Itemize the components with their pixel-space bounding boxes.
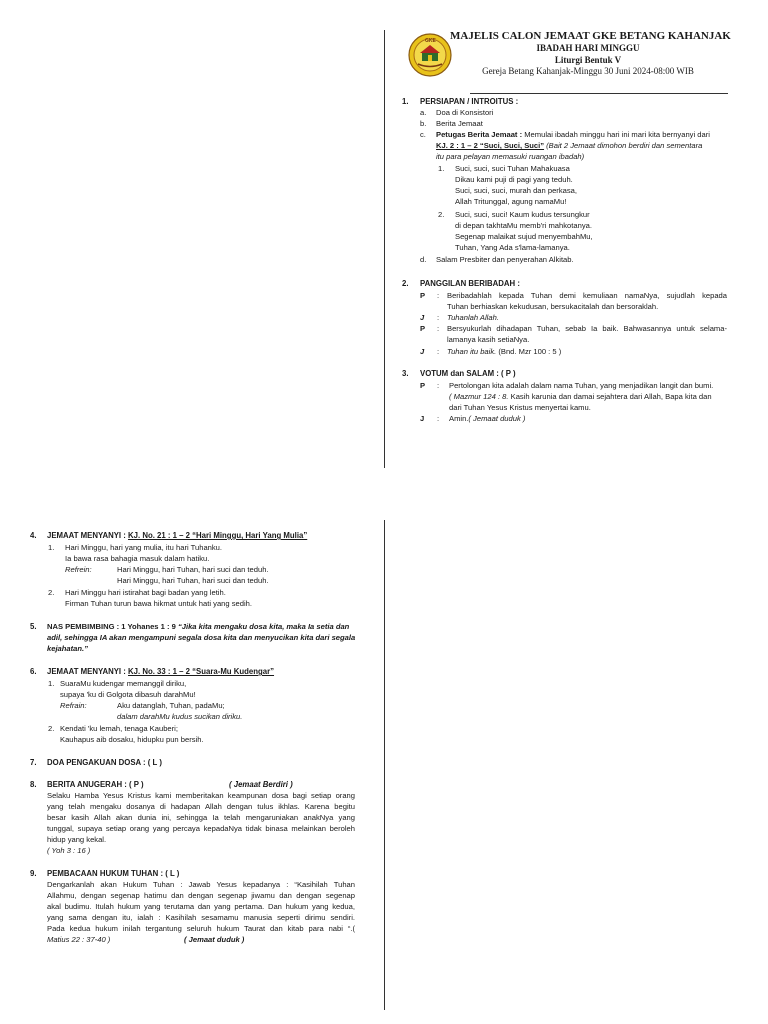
speaker-tag: J — [420, 414, 425, 423]
response-text: lamanya kasih setiaNya. — [447, 335, 530, 344]
response-text — [449, 392, 712, 403]
item-text: Salam Presbiter dan penyerahan Alkitab. — [436, 255, 574, 264]
response-text: Beribadahlah kepada Tuhan demi kemuliaan namaNya, sujudlah kepada — [447, 291, 727, 300]
section-number: 4. — [30, 531, 37, 540]
paragraph-line: akal budimu. Itulah hukum yang terutama dan yang pertama. Dan hukum yang kedua, — [47, 902, 355, 911]
section-title: PEMBACAAN HUKUM TUHAN : ( L ) — [47, 869, 180, 878]
song-reference: KJ. 2 : 1 – 2 “Suci, Suci, Suci” — [436, 141, 545, 150]
section-number: 5. — [30, 622, 37, 631]
paragraph-line: Allahmu, dengan segenap hatimu dan dengan segenap jiwamu dan dengan segenap — [47, 891, 355, 900]
bible-reference: (Bnd. Mzr 100 : 5 ) — [496, 347, 562, 356]
response-text: Tuhanlah Allah. — [447, 313, 499, 322]
refrain-line: Aku datanglah, Tuhan, padaMu; — [117, 701, 225, 710]
speaker-tag: P — [420, 291, 426, 300]
response-text: Tuhan berhiaskan kekudusan, bersukacitalah dan bersoraklah. — [447, 302, 659, 311]
section-title: DOA PENGAKUAN DOSA : ( L ) — [47, 758, 162, 767]
bible-reference: Matius 22 : 37-40 ) — [47, 935, 111, 944]
place-time: Gereja Betang Kahanjak-Minggu 30 Juni 2024-08:00 WIB — [482, 66, 694, 76]
verse-number: 1. — [48, 543, 55, 552]
congregation-note: ( Jemaat duduk ) — [468, 414, 526, 423]
response-text — [449, 414, 525, 425]
item-text: Doa di Konsistori — [436, 108, 494, 117]
section-title — [47, 622, 349, 633]
title-text: NAS PEMBIMBING : 1 Yohanes 1 : 9 — [47, 622, 178, 631]
paragraph-line: yang sama dengan itu, ialah : Kasihilah sesamamu manusia seperti dirimu sendiri. — [47, 913, 355, 922]
section-title: BERITA ANUGERAH : ( P ) — [47, 780, 144, 789]
paragraph-line: tunggal, supaya setiap orang yang percaya kepadaNya tidak binasa melainkan beroleh — [47, 824, 355, 833]
response-main: Tuhan itu baik. — [447, 347, 497, 356]
paragraph-line: Dengarkanlah akan Hukum Tuhan : Jawab Yesus kepadanya : “Kasihilah Tuhan — [47, 880, 355, 889]
verse-line: Segenap malaikat sujud menyembahMu, — [455, 232, 593, 241]
section-number: 2. — [402, 279, 409, 288]
colon: : — [437, 414, 440, 423]
section-title — [47, 531, 307, 540]
response-text: Bersyukurlah dihadapan Tuhan, sebab Ia baik. Bahwasannya untuk selama- — [447, 324, 727, 333]
paragraph-line: Selaku Hamba Yesus Kristus kami memberitakan keampunan dosa bagi setiap orang — [47, 791, 355, 800]
paragraph-line: yang telah mengaku dosanya di hadapan Allah dengan tulus ikhlas. Karena begitu — [47, 802, 355, 811]
item-marker: c. — [420, 130, 426, 139]
section-number: 6. — [30, 667, 37, 676]
officer-text: Memulai ibadah minggu hari ini mari kita bernyanyi dari — [522, 130, 710, 139]
column-divider-bottom — [384, 520, 385, 1010]
response-main: Kasih karunia dan damai sejahtera dari Allah, Bapa kita dan — [508, 392, 712, 401]
colon: : — [437, 381, 440, 390]
scripture-line: kejahatan.” — [47, 644, 88, 653]
section-number: 8. — [30, 780, 37, 789]
item-text — [436, 141, 702, 152]
title-text: JEMAAT MENYANYI : — [47, 667, 129, 676]
scripture-line: adil, sehingga IA akan mengampuni segala dosa kita dan menyucikan kita dari segala — [47, 633, 356, 642]
song-note: itu para pelayan memasuki ruangan ibadah) — [436, 152, 585, 161]
scripture-line: “Jika kita mengaku dosa kita, maka Ia setia dan — [177, 622, 350, 631]
song-reference: KJ. No. 21 : 1 – 2 “Hari Minggu, Hari Yang Mulia” — [128, 531, 308, 540]
congregation-note: ( Jemaat Berdiri ) — [229, 780, 293, 789]
service-title: IBADAH HARI MINGGU — [536, 43, 640, 53]
verse-line: Firman Tuhan turun bawa hikmat untuk hati yang sedih. — [65, 599, 252, 608]
logo-text: GKE — [425, 38, 436, 44]
verse-line: Hari Minggu hari istirahat bagi badan yang letih. — [65, 588, 226, 597]
speaker-tag: J — [420, 313, 425, 322]
section-number: 9. — [30, 869, 37, 878]
response-text — [447, 347, 561, 358]
item-marker: a. — [420, 108, 427, 117]
verse-line: Allah Tritunggal, agung namaMu! — [455, 197, 567, 206]
verse-line: Suci, suci, suci! Kaum kudus tersungkur — [455, 210, 590, 219]
speaker-tag: P — [420, 324, 426, 333]
section-number: 3. — [402, 369, 409, 378]
church-logo — [408, 33, 452, 77]
paragraph-line: besar kasih Allah akan dunia ini, sehingga Ia telah mengaruniakan anakNya yang — [47, 813, 355, 822]
verse-number: 2. — [48, 724, 55, 733]
song-reference: KJ. No. 33 : 1 – 2 “Suara-Mu Kudengar” — [128, 667, 275, 676]
bible-reference: ( Mazmur 124 : 8. — [449, 392, 509, 401]
verse-line: Kauhapus aib dosaku, hidupku pun bersih. — [60, 735, 204, 744]
refrain-line: Hari Minggu, hari Tuhan, hari suci dan teduh. — [117, 576, 269, 585]
item-text: Berita Jemaat — [436, 119, 483, 128]
refrain-label: Refrein: — [65, 565, 92, 574]
verse-line: Suci, suci, suci, murah dan perkasa, — [455, 186, 577, 195]
section-title — [47, 667, 274, 676]
colon: : — [437, 324, 440, 333]
section-number: 1. — [402, 97, 409, 106]
song-note: (Bait 2 Jemaat dimohon berdiri dan sementara — [544, 141, 703, 150]
verse-line: SuaraMu kudengar memanggil diriku, — [60, 679, 187, 688]
speaker-tag: P — [420, 381, 426, 390]
verse-line: Hari Minggu, hari yang mulia, itu hari Tuhanku. — [65, 543, 223, 552]
verse-number: 1. — [48, 679, 55, 688]
item-marker: b. — [420, 119, 427, 128]
item-marker: d. — [420, 255, 427, 264]
verse-line: Tuhan, Yang Ada s'lama-lamanya. — [455, 243, 570, 252]
section-title: PERSIAPAN / INTROITUS : — [420, 97, 519, 106]
officer-label: Petugas Berita Jemaat : — [436, 130, 523, 139]
verse-number: 2. — [48, 588, 55, 597]
section-title: VOTUM dan SALAM : ( P ) — [420, 369, 516, 378]
colon: : — [437, 347, 440, 356]
header-rule — [470, 93, 728, 94]
verse-line: Dikau kami puji di pagi yang teduh. — [455, 175, 573, 184]
verse-line: supaya 'ku di Golgota dibasuh darahMu! — [60, 690, 196, 699]
verse-line: di depan takhtaMu memb'ri mahkotanya. — [455, 221, 592, 230]
colon: : — [437, 313, 440, 322]
verse-number: 2. — [438, 210, 445, 219]
column-divider-top — [384, 30, 385, 468]
item-text — [436, 130, 710, 141]
section-title: PANGGILAN BERIBADAH : — [420, 279, 520, 288]
colon: : — [437, 291, 440, 300]
paragraph-line: Pada kedua hukum inilah tergantung seluruh hukum Taurat dan kitab para nabi “.( — [47, 924, 355, 933]
congregation-note: ( Jemaat duduk ) — [184, 935, 245, 944]
verse-number: 1. — [438, 164, 445, 173]
speaker-tag: J — [420, 347, 425, 356]
liturgy-title: Liturgi Bentuk V — [554, 55, 622, 65]
org-title: MAJELIS CALON JEMAAT GKE BETANG KAHANJAK — [450, 30, 731, 42]
title-text: JEMAAT MENYANYI : — [47, 531, 129, 540]
response-text: dari Tuhan Yesus Kristus menyertai kamu. — [449, 403, 591, 412]
bible-reference: ( Yoh 3 : 16 ) — [47, 846, 91, 855]
paragraph-line: hidup yang kekal. — [47, 835, 107, 844]
verse-line: Suci, suci, suci Tuhan Mahakuasa — [455, 164, 570, 173]
response-main: Amin. — [449, 414, 469, 423]
verse-line: Kendati 'ku lemah, tenaga Kauberi; — [60, 724, 178, 733]
refrain-label: Refrain: — [60, 701, 87, 710]
verse-line: Ia bawa rasa bahagia masuk dalam hatiku. — [65, 554, 210, 563]
section-number: 7. — [30, 758, 37, 767]
refrain-line: dalam darahMu kudus sucikan diriku. — [117, 712, 243, 721]
response-text: Pertolongan kita adalah dalam nama Tuhan, yang menjadikan langit dan bumi. — [449, 381, 714, 390]
refrain-line: Hari Minggu, hari Tuhan, hari suci dan teduh. — [117, 565, 269, 574]
